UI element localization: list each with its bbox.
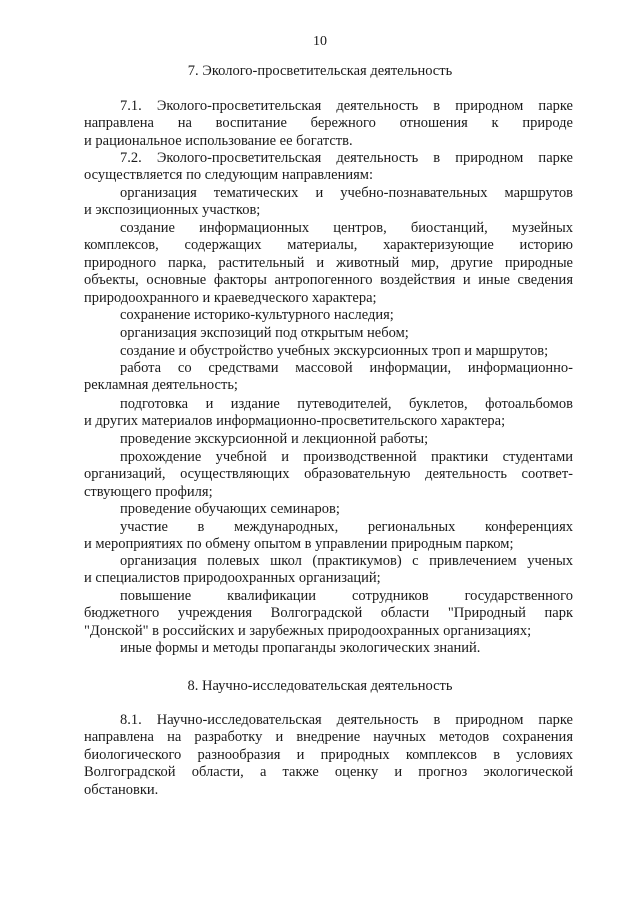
section-8-heading: 8. Научно-исследовательская деятельность [187,678,453,694]
text-line: участие в международных, региональных конференциях [120,519,573,535]
text-line: и специалистов природоохранных организаций; [84,570,381,587]
page-number: 10 [313,34,327,49]
text-line: "Донской" в российских и зарубежных природоохранных организациях; [84,622,532,639]
text-line: биологического разнообразия и природных комплексов в условиях [84,746,573,763]
text-line: природного парка, растительный и животный мир, другие природные [84,254,573,271]
text-line: комплексов, содержащих материалы, характеризующие историю [84,237,573,254]
list-item-publications [84,396,573,431]
text-line: объекты, основные факторы антропогенного воздействия и иные сведения [84,272,573,289]
list-item-practice [84,449,573,501]
paragraph-7-1 [84,98,573,150]
text-line: прохождение учебной и производственной практики студентами [120,449,573,465]
text-line: обстановки. [84,781,159,798]
text-line: иные формы и методы пропаганды экологических знаний. [120,640,481,656]
text-line: создание информационных центров, биостанций, музейных [120,220,573,236]
text-line: повышение квалификации сотрудников государственного [120,588,573,604]
list-item-seminars [84,501,573,518]
text-line: природоохранного и краеведческого характера; [84,289,377,306]
text-line: создание и обустройство учебных экскурсионных троп и маршрутов; [120,343,549,359]
text-line: работа со средствами массовой информации, информационно- [120,360,573,376]
list-item-excursions [84,431,573,448]
text-line: и других материалов информационно-просветительского характера; [84,413,506,430]
paragraph-8-1 [84,712,573,799]
text-line: ствующего профиля; [84,483,213,500]
section-7-heading: 7. Эколого-просветительская деятельность [187,63,453,79]
list-item-media [84,360,573,395]
list-item-other-forms [84,640,573,657]
text-line: Волгоградской области, а также оценку и прогноз экологической [84,764,573,781]
text-line: подготовка и издание путеводителей, буклетов, фотоальбомов [120,396,573,412]
list-item-expositions [84,325,573,342]
text-line: организаций, осуществляющих образовательную деятельность соответ- [84,466,573,483]
text-line: организация полевых школ (практикумов) с привлечением ученых [120,553,573,569]
paragraph-7-2 [84,150,573,185]
text-line: проведение обучающих семинаров; [120,501,340,517]
text-line: проведение экскурсионной и лекционной работы; [120,431,429,447]
list-item-heritage [84,307,573,324]
list-item-qualification [84,588,573,640]
text-line: организация экспозиций под открытым небом; [120,325,409,341]
list-item-routes [84,185,573,220]
list-item-field-schools [84,553,573,588]
text-line: 8.1. Научно-исследовательская деятельность в природном парке [120,712,573,728]
text-line: 7.1. Эколого-просветительская деятельность в природном парке [120,98,573,114]
list-item-conferences [84,519,573,554]
list-item-trails [84,343,573,360]
list-item-info-centers [84,220,573,307]
text-line: направлена на разработку и внедрение научных методов сохранения [84,729,573,746]
text-line: бюджетного учреждения Волгоградской области "Природный парк [84,605,573,622]
text-line: 7.2. Эколого-просветительская деятельность в природном парке [120,150,573,166]
text-line: организация тематических и учебно-познавательных маршрутов [120,185,573,201]
text-line: осуществляется по следующим направлениям: [84,167,373,184]
text-line: и экспозиционных участков; [84,202,261,219]
text-line: и мероприятиях по обмену опытом в управлении природным парком; [84,536,514,553]
text-line: и рациональное использование ее богатств. [84,132,353,149]
text-line: сохранение историко-культурного наследия; [120,307,394,323]
text-line: рекламная деятельность; [84,377,238,394]
text-line: направлена на воспитание бережного отношения к природе [84,115,573,132]
